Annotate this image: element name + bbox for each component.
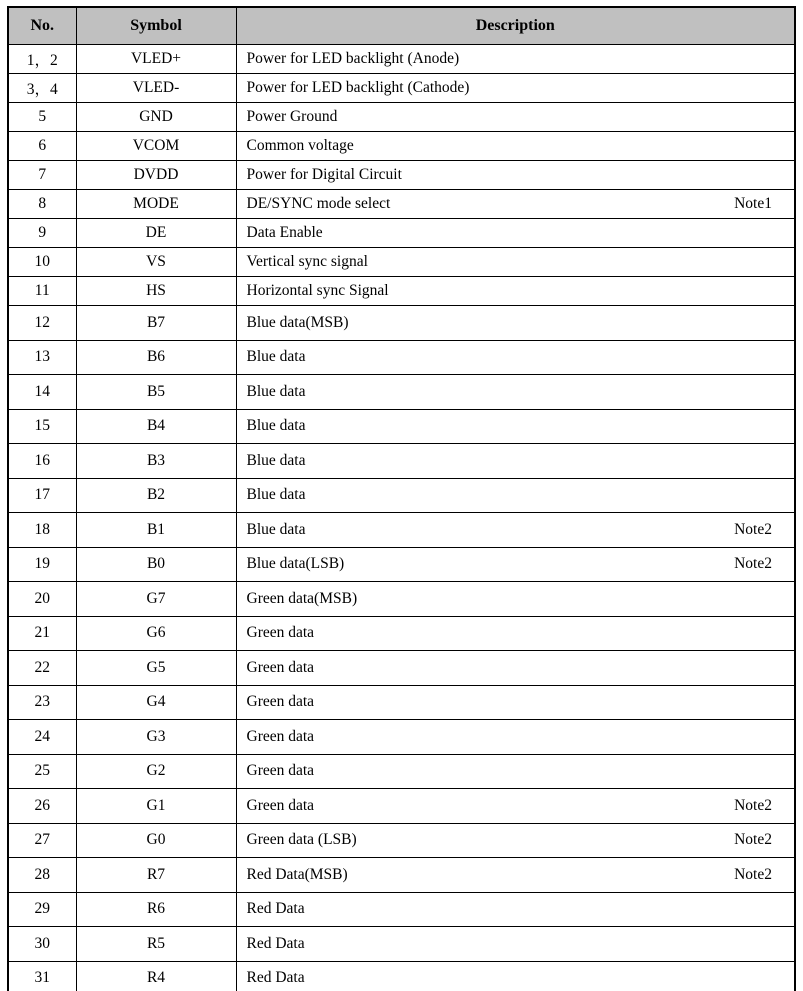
pin-description-text: Green data (LSB) (246, 831, 357, 849)
description-wrap (237, 797, 795, 815)
pin-number-cell: 30 (8, 927, 76, 962)
table-row (8, 651, 795, 686)
pin-description-cell (236, 340, 795, 375)
pin-symbol-cell: R5 (76, 927, 236, 962)
pin-description-cell (236, 444, 795, 479)
pin-description-cell (236, 927, 795, 962)
pin-description-cell (236, 547, 795, 582)
table-header (8, 7, 795, 45)
pin-number-cell: 5 (8, 103, 76, 132)
pin-description-text: Green data (246, 693, 315, 711)
pin-symbol-cell: G6 (76, 616, 236, 651)
pin-symbol-cell: DVDD (76, 161, 236, 190)
pin-number-cell: 20 (8, 582, 76, 617)
pin-description-text: Blue data(LSB) (246, 555, 345, 573)
pin-description-text: Blue data (246, 451, 306, 469)
pin-number-cell: 26 (8, 789, 76, 824)
pin-symbol-cell: GND (76, 103, 236, 132)
pin-description-cell (236, 103, 795, 132)
pin-description-cell (236, 892, 795, 927)
pin-number-cell: 19 (8, 547, 76, 582)
pin-description-text: Power for Digital Circuit (246, 166, 402, 183)
description-wrap (237, 831, 795, 849)
pin-description-cell (236, 190, 795, 219)
pin-number-cell: 1，2 (8, 45, 76, 74)
table-row (8, 45, 795, 74)
table-row (8, 961, 795, 991)
pin-description-cell (236, 651, 795, 686)
pin-symbol-cell: MODE (76, 190, 236, 219)
description-wrap (237, 383, 795, 401)
description-wrap (237, 555, 795, 573)
pin-number-cell: 3，4 (8, 74, 76, 103)
pin-description-cell (236, 306, 795, 341)
pin-symbol-cell: G5 (76, 651, 236, 686)
pin-symbol-cell: B3 (76, 444, 236, 479)
pin-description-text: Green data (246, 624, 315, 642)
table-row (8, 858, 795, 893)
pin-symbol-cell: B1 (76, 513, 236, 548)
table-row (8, 478, 795, 513)
pin-description-text: Green data (246, 727, 315, 745)
pin-description-cell (236, 754, 795, 789)
pin-note-text: Note2 (734, 796, 772, 814)
pin-note-text: Note1 (734, 195, 772, 212)
pin-number-cell: 13 (8, 340, 76, 375)
pin-symbol-cell: G7 (76, 582, 236, 617)
pin-description-text: Blue data (246, 382, 306, 400)
pin-number-cell: 25 (8, 754, 76, 789)
description-wrap (237, 314, 795, 332)
description-wrap (237, 417, 795, 435)
table-row (8, 277, 795, 306)
table-row (8, 190, 795, 219)
header-no: No. (8, 7, 76, 45)
pin-description-cell (236, 132, 795, 161)
pin-description-cell (236, 248, 795, 277)
pin-symbol-cell: G1 (76, 789, 236, 824)
pin-symbol-cell: G3 (76, 720, 236, 755)
pin-description-text: Horizontal sync Signal (246, 282, 389, 299)
description-wrap (237, 195, 795, 213)
pin-number-cell: 14 (8, 375, 76, 410)
table-row (8, 248, 795, 277)
pin-symbol-cell: G4 (76, 685, 236, 720)
pin-description-text: Power for LED backlight (Cathode) (246, 79, 470, 96)
pin-description-cell (236, 45, 795, 74)
pin-description-cell (236, 277, 795, 306)
pin-description-text: Red Data(MSB) (246, 865, 348, 883)
pin-number-cell: 18 (8, 513, 76, 548)
pin-note-text: Note2 (734, 555, 772, 573)
pin-description-text: Blue data(MSB) (246, 313, 349, 331)
pin-symbol-cell: R7 (76, 858, 236, 893)
table-row (8, 892, 795, 927)
table-row (8, 513, 795, 548)
pin-number-cell: 29 (8, 892, 76, 927)
pin-number-cell: 10 (8, 248, 76, 277)
description-wrap (237, 969, 795, 987)
pin-symbol-cell: VLED- (76, 74, 236, 103)
pin-number-cell: 9 (8, 219, 76, 248)
description-wrap (237, 348, 795, 366)
pin-description-text: Blue data (246, 486, 306, 504)
pin-description-text: Data Enable (246, 224, 323, 241)
pin-number-cell: 28 (8, 858, 76, 893)
pin-symbol-cell: VCOM (76, 132, 236, 161)
description-wrap (237, 728, 795, 746)
pin-symbol-cell: B4 (76, 409, 236, 444)
pin-number-cell: 27 (8, 823, 76, 858)
pin-symbol-cell: VLED+ (76, 45, 236, 74)
table-row (8, 444, 795, 479)
pin-number-cell: 17 (8, 478, 76, 513)
description-wrap (237, 900, 795, 918)
pin-description-cell (236, 219, 795, 248)
pin-number-cell: 22 (8, 651, 76, 686)
pin-number-cell: 6 (8, 132, 76, 161)
table-row (8, 685, 795, 720)
pin-description-cell (236, 858, 795, 893)
pin-description-cell (236, 409, 795, 444)
pin-description-cell (236, 823, 795, 858)
pin-description-cell (236, 720, 795, 755)
table-row (8, 616, 795, 651)
header-description: Description (236, 7, 795, 45)
pin-description-text: Red Data (246, 900, 305, 918)
table-row (8, 789, 795, 824)
pin-symbol-cell: G2 (76, 754, 236, 789)
pin-description-cell (236, 961, 795, 991)
description-wrap (237, 282, 795, 300)
pin-number-cell: 23 (8, 685, 76, 720)
pin-description-cell (236, 616, 795, 651)
pin-symbol-cell: B5 (76, 375, 236, 410)
description-wrap (237, 866, 795, 884)
pin-number-cell: 7 (8, 161, 76, 190)
pin-description-text: Green data (246, 762, 315, 780)
pin-description-text: Vertical sync signal (246, 253, 368, 270)
pin-symbol-cell: B7 (76, 306, 236, 341)
pin-number-cell: 15 (8, 409, 76, 444)
pin-number-cell: 8 (8, 190, 76, 219)
description-wrap (237, 79, 795, 97)
pin-symbol-cell: B2 (76, 478, 236, 513)
pin-description-text: Blue data (246, 520, 306, 538)
table-row (8, 219, 795, 248)
description-wrap (237, 659, 795, 677)
pin-description-cell (236, 161, 795, 190)
description-wrap (237, 521, 795, 539)
pin-symbol-cell: B0 (76, 547, 236, 582)
pin-description-cell (236, 478, 795, 513)
pin-description-text: Power Ground (246, 108, 338, 125)
table-row (8, 132, 795, 161)
description-wrap (237, 224, 795, 242)
description-wrap (237, 624, 795, 642)
table-row (8, 306, 795, 341)
header-row (8, 7, 795, 45)
pin-note-text: Note2 (734, 831, 772, 849)
description-wrap (237, 693, 795, 711)
pin-description-text: Blue data (246, 417, 306, 435)
description-wrap (237, 137, 795, 155)
description-wrap (237, 253, 795, 271)
pin-description-cell (236, 789, 795, 824)
pin-description-cell (236, 513, 795, 548)
header-symbol: Symbol (76, 7, 236, 45)
table-row (8, 161, 795, 190)
pin-description-cell (236, 74, 795, 103)
table-row (8, 582, 795, 617)
pin-description-text: Red Data (246, 969, 305, 986)
pin-description-text: Common voltage (246, 137, 354, 154)
description-wrap (237, 590, 795, 608)
pin-description-table (7, 6, 796, 991)
pin-description-cell (236, 685, 795, 720)
description-wrap (237, 452, 795, 470)
table-row (8, 927, 795, 962)
description-wrap (237, 935, 795, 953)
table-row (8, 340, 795, 375)
table-row (8, 754, 795, 789)
table-row (8, 823, 795, 858)
pin-note-text: Note2 (734, 865, 772, 883)
pin-symbol-cell: R4 (76, 961, 236, 991)
pin-symbol-cell: HS (76, 277, 236, 306)
pin-description-text: Green data (246, 796, 315, 814)
description-wrap (237, 50, 795, 68)
pin-description-text: Green data(MSB) (246, 589, 358, 607)
pin-symbol-cell: G0 (76, 823, 236, 858)
pin-table-body (8, 45, 795, 991)
pin-number-cell: 16 (8, 444, 76, 479)
pin-number-cell: 11 (8, 277, 76, 306)
pin-symbol-cell: DE (76, 219, 236, 248)
pin-symbol-cell: R6 (76, 892, 236, 927)
table-row (8, 103, 795, 132)
pin-description-text: Green data (246, 658, 315, 676)
pin-number-cell: 21 (8, 616, 76, 651)
pin-description-text: DE/SYNC mode select (246, 195, 391, 212)
pin-symbol-cell: VS (76, 248, 236, 277)
table-row (8, 375, 795, 410)
pin-description-text: Power for LED backlight (Anode) (246, 50, 460, 67)
description-wrap (237, 486, 795, 504)
table-row (8, 409, 795, 444)
pin-note-text: Note2 (734, 520, 772, 538)
table-row (8, 547, 795, 582)
pin-description-text: Blue data (246, 348, 306, 366)
pin-number-cell: 24 (8, 720, 76, 755)
table-row (8, 74, 795, 103)
pin-symbol-cell: B6 (76, 340, 236, 375)
pin-description-cell (236, 582, 795, 617)
description-wrap (237, 762, 795, 780)
description-wrap (237, 166, 795, 184)
pin-number-cell: 31 (8, 961, 76, 991)
table-row (8, 720, 795, 755)
pin-description-cell (236, 375, 795, 410)
pin-description-text: Red Data (246, 934, 305, 952)
pin-number-cell: 12 (8, 306, 76, 341)
description-wrap (237, 108, 795, 126)
